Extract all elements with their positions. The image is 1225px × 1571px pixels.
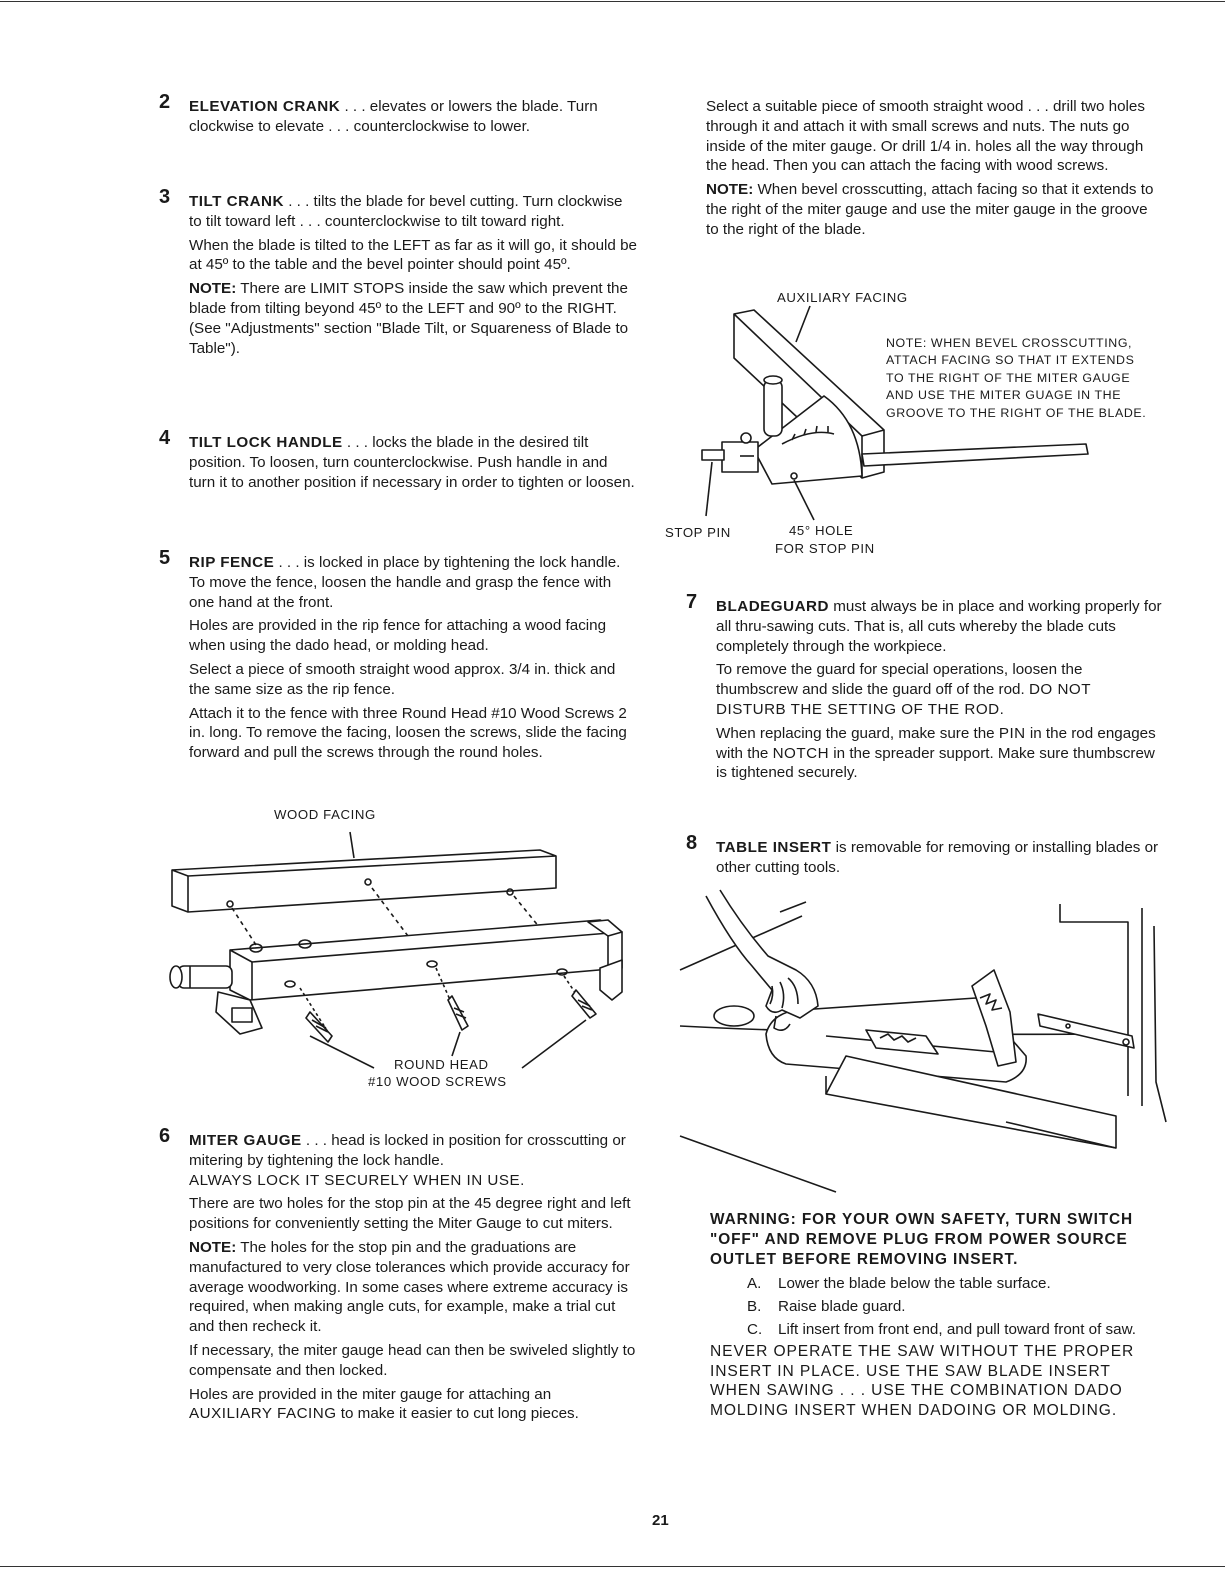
section-text: . . . tilts the blade for bevel cutting. Turn clockwise to tilt toward left . . . counterclockwise to tilt toward right. — [189, 193, 623, 230]
section-text: is removable for removing or installing blades or other cutting tools. — [716, 839, 1159, 876]
section-bladeguard — [686, 591, 1162, 787]
paragraph: There are two holes for the stop pin at the 45 degree right and left positions for conveniently setting the Miter Gauge to cut miters. — [189, 1195, 631, 1233]
section-title: BLADEGUARD — [716, 598, 829, 615]
label-for-stop-pin: FOR STOP PIN — [775, 541, 875, 556]
figure-note-line: GROOVE TO THE RIGHT OF THE BLADE. — [886, 406, 1147, 420]
note-label: NOTE: — [189, 280, 237, 298]
note-text: There are LIMIT STOPS inside the saw which prevent the blade from tilting beyond 45º to the LEFT and 90º to the RIGHT. (See "Adjustments" section "Blade Tilt, or Squareness of Blade to Table"). — [189, 280, 629, 357]
paragraph: Attach it to the fence with three Round Head #10 Wood Screws 2 in. long. To remove the facing, loosen the screws, slide the facing forward and pull the screws through the round holes. — [189, 704, 627, 762]
label-stop-pin: STOP PIN — [665, 525, 731, 540]
top-page-edge — [0, 1, 1225, 2]
note-label: NOTE: — [706, 181, 754, 199]
figure-wood-facing — [160, 800, 640, 1100]
label-wood-facing: WOOD FACING — [274, 807, 376, 822]
bottom-page-edge — [0, 1566, 1225, 1567]
section-text: . . . elevates or lowers the blade. Turn clockwise to elevate . . . counterclockwise to lower. — [189, 98, 598, 135]
paragraph-part: When replacing the guard, make sure the — [716, 724, 999, 742]
section-title: TILT CRANK — [189, 193, 284, 210]
section-title: MITER GAUGE — [189, 1132, 302, 1149]
section-rip-fence — [159, 547, 637, 767]
section-elevation-crank — [159, 91, 637, 137]
notch-term: NOTCH — [772, 744, 830, 762]
label-round-head: ROUND HEAD — [394, 1057, 489, 1072]
paragraph: Holes are provided in the rip fence for attaching a wood facing when using the dado head, or molding head. — [189, 617, 607, 655]
pin-term: PIN — [998, 724, 1026, 742]
label-wood-screws: #10 WOOD SCREWS — [368, 1074, 507, 1089]
label-45-hole: 45° HOLE — [789, 523, 854, 538]
paragraph-part: to make it easier to cut long pieces. — [336, 1405, 579, 1423]
figure-note-line: ATTACH FACING SO THAT IT EXTENDS — [886, 353, 1135, 367]
section-text: . . . locks the blade in the desired tilt position. To loosen, turn counterclockwise. Push handle in and turn it to another position if necessary in order to tighten or loosen. — [189, 434, 635, 491]
table-insert-illustration — [676, 886, 1176, 1198]
paragraph-part: in the rod engages with the — [716, 724, 1156, 762]
note-text: The holes for the stop pin and the graduations are manufactured to very close tolerances which provide accuracy for average woodworking. In some cases where extreme accuracy is required, when making angle cuts, for example, make a trial cut and then recheck it. — [189, 1238, 630, 1336]
page-number: 21 — [652, 1512, 669, 1529]
list-item — [710, 1274, 1160, 1294]
section-title: ELEVATION CRANK — [189, 98, 341, 115]
paragraph-part: To remove the guard for special operations, loosen the thumbscrew and slide the guard off of the rod. — [716, 661, 1083, 699]
figure-auxiliary-facing — [662, 284, 1202, 564]
paragraph: When the blade is tilted to the LEFT as far as it will go, it should be at 45º to the table and the bevel pointer should point 45º. — [189, 236, 637, 274]
section-number: 7 — [686, 591, 698, 613]
section-facing-intro — [706, 97, 1158, 244]
step-label: B. — [747, 1297, 762, 1315]
lock-warning: ALWAYS LOCK IT SECURELY WHEN IN USE. — [189, 1171, 525, 1189]
section-number: 3 — [159, 186, 171, 208]
step-text: Lower the blade below the table surface. — [778, 1275, 1051, 1292]
section-number: 2 — [159, 91, 171, 113]
section-number: 5 — [159, 547, 171, 569]
section-text: . . . head is locked in position for crosscutting or mitering by tightening the lock handle. — [189, 1132, 626, 1169]
section-text: . . . is locked in place by tightening the lock handle. To move the fence, loosen the handle and grasp the fence with one hand at the front. — [189, 554, 621, 611]
paragraph-part: Holes are provided in the miter gauge for attaching an — [189, 1385, 552, 1403]
miter-gauge-illustration — [662, 284, 1202, 564]
section-tilt-lock-handle — [159, 427, 637, 496]
note-label: NOTE: — [189, 1238, 237, 1256]
paragraph: If necessary, the miter gauge head can then be swiveled slightly to compensate and then locked. — [189, 1341, 636, 1379]
section-title: TILT LOCK HANDLE — [189, 434, 343, 451]
figure-table-insert — [676, 886, 1176, 1198]
paragraph-part: in the spreader support. Make sure thumbscrew is tightened securely. — [716, 744, 1155, 782]
rod-warning: DO NOT DISTURB THE SETTING OF THE ROD. — [716, 681, 1091, 718]
step-label: C. — [747, 1320, 763, 1338]
figure-note-line: NOTE: WHEN BEVEL CROSSCUTTING, — [886, 336, 1133, 350]
figure-note-line: TO THE RIGHT OF THE MITER GAUGE — [886, 371, 1131, 385]
figure-note-line: AND USE THE MITER GUAGE IN THE — [886, 388, 1122, 402]
step-text: Lift insert from front end, and pull toward front of saw. — [778, 1320, 1136, 1338]
section-miter-gauge — [159, 1125, 637, 1428]
list-item — [710, 1320, 1160, 1340]
rip-fence-illustration — [160, 800, 640, 1100]
section-number: 4 — [159, 427, 171, 449]
section-number: 8 — [686, 832, 698, 854]
note-text: When bevel crosscutting, attach facing so that it extends to the right of the miter gauge and use the miter gauge in the groove to the right of the blade. — [706, 181, 1154, 238]
section-table-insert — [686, 832, 1162, 882]
removal-steps — [710, 1274, 1160, 1339]
section-text: must always be in place and working properly for all thru-sawing cuts. That is, all cuts whereby the blade cuts completely through the workpiece. — [716, 598, 1162, 655]
step-text: Raise blade guard. — [778, 1297, 906, 1315]
step-label: A. — [747, 1275, 762, 1292]
list-item — [710, 1297, 1160, 1317]
safety-warning: WARNING: FOR YOUR OWN SAFETY, TURN SWITCH "OFF" AND REMOVE PLUG FROM POWER SOURCE OUTLET BEFORE REMOVING INSERT. — [710, 1211, 1134, 1268]
paragraph: Select a piece of smooth straight wood approx. 3/4 in. thick and the same size as the rip fence. — [189, 660, 616, 698]
auxiliary-facing-term: AUXILIARY FACING — [189, 1405, 337, 1423]
label-auxiliary-facing: AUXILIARY FACING — [777, 290, 908, 305]
section-tilt-crank — [159, 186, 637, 362]
section-title: TABLE INSERT — [716, 839, 832, 856]
paragraph: Select a suitable piece of smooth straight wood . . . drill two holes through it and attach it with small screws and nuts. The nuts go inside of the miter gauge. Or drill 1/4 in. holes all the way through the head. Then you can attach the facing with wood screws. — [706, 98, 1145, 175]
section-number: 6 — [159, 1125, 171, 1147]
insert-warning: NEVER OPERATE THE SAW WITHOUT THE PROPER INSERT IN PLACE. USE THE SAW BLADE INSERT WHEN SAWING . . . USE THE COMBINATION DADO MOLDING INSERT WHEN DADOING OR MOLDING. — [710, 1343, 1135, 1419]
section-warning — [710, 1210, 1160, 1424]
section-title: RIP FENCE — [189, 554, 275, 571]
